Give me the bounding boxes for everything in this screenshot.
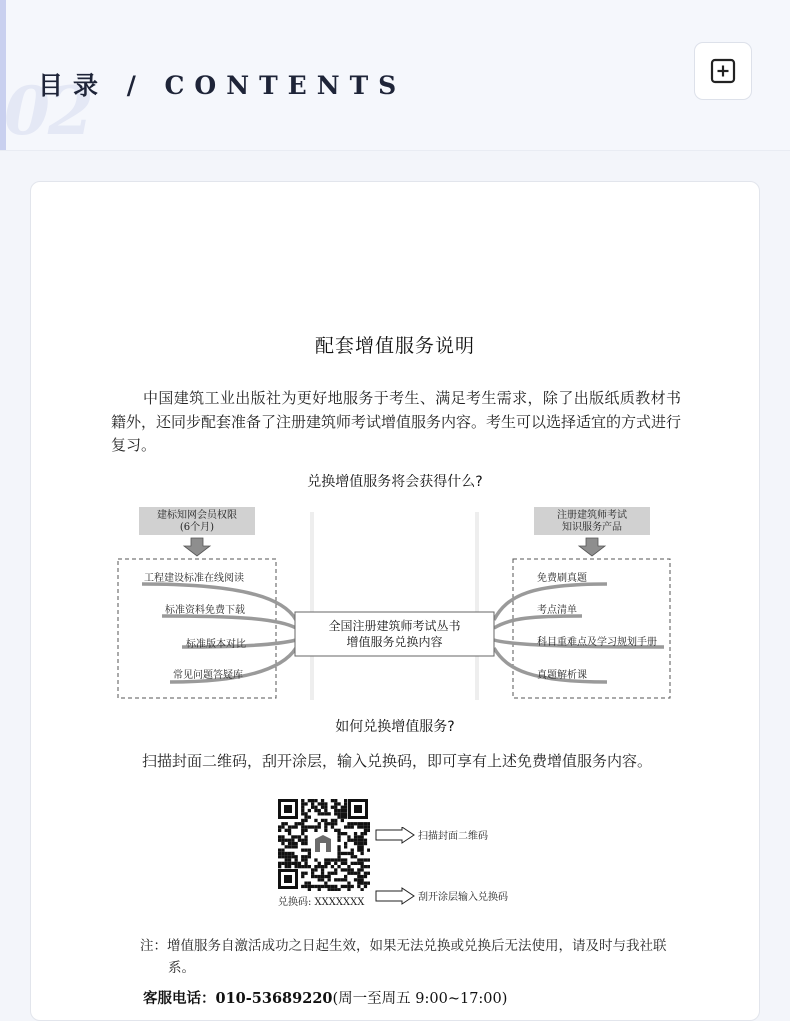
document-title: 配套增值服务说明 bbox=[314, 335, 475, 357]
right-item: 真题解析课 bbox=[537, 670, 587, 681]
left-item: 标准版本对比 bbox=[186, 639, 246, 650]
right-item: 考点清单 bbox=[537, 605, 577, 616]
right-header-line-1: 注册建筑师考试 bbox=[557, 510, 627, 521]
down-arrow-icon bbox=[184, 538, 210, 556]
plus-square-icon bbox=[710, 58, 736, 84]
page-title: 目录 / CONTENTS bbox=[38, 71, 407, 100]
left-item: 常见问题答疑库 bbox=[173, 670, 243, 681]
question-what: 兑换增值服务将会获得什么? bbox=[307, 474, 483, 490]
intro-paragraph: 中国建筑工业出版社为更好地服务于考生、满足考生需求，除了出版纸质教材书籍外，还同步配套准备了注册建筑师考试增值服务内容。考生可以选择适宜的方式进行复习。 bbox=[111, 389, 682, 454]
instruction-text: 扫描封面二维码，刮开涂层，输入兑换码，即可享有上述免费增值服务内容。 bbox=[142, 752, 653, 770]
section-number: 02 bbox=[4, 72, 92, 150]
scan-label: 扫描封面二维码 bbox=[418, 831, 488, 842]
arrow-right-icon bbox=[376, 888, 414, 904]
service-phone-label: 客服电话：010-53689220 bbox=[143, 990, 333, 1007]
service-phone bbox=[143, 987, 507, 1008]
left-item: 标准资料免费下载 bbox=[165, 605, 245, 616]
right-item: 免费刷真题 bbox=[537, 573, 587, 584]
center-line-1: 全国注册建筑师考试丛书 bbox=[328, 619, 461, 633]
service-hours: (周一至周五 9:00~17:00) bbox=[332, 991, 508, 1007]
scratch-label: 刮开涂层输入兑换码 bbox=[418, 892, 508, 903]
redeem-code-label: 兑换码: XXXXXXX bbox=[278, 897, 365, 908]
arrow-right-icon bbox=[376, 827, 414, 843]
right-header-line-2: 知识服务产品 bbox=[562, 522, 622, 533]
left-header-line-2: (6个月) bbox=[179, 522, 215, 533]
left-header-line-1: 建标知网会员权限 bbox=[157, 510, 237, 521]
page-header bbox=[0, 0, 790, 151]
down-arrow-icon bbox=[579, 538, 605, 556]
question-how: 如何兑换增值服务? bbox=[335, 719, 455, 735]
note-text: 注：增值服务自激活成功之日起生效，如果无法兑换或兑换后无法使用，请及时与我社联系。 bbox=[140, 938, 667, 976]
left-item: 工程建设标准在线阅读 bbox=[144, 573, 244, 584]
right-item: 科目重难点及学习规划手册 bbox=[537, 637, 657, 648]
center-line-2: 增值服务兑换内容 bbox=[346, 635, 443, 649]
qr-instructions bbox=[276, 827, 526, 911]
mind-map-diagram bbox=[112, 500, 677, 705]
add-button[interactable] bbox=[694, 42, 752, 100]
